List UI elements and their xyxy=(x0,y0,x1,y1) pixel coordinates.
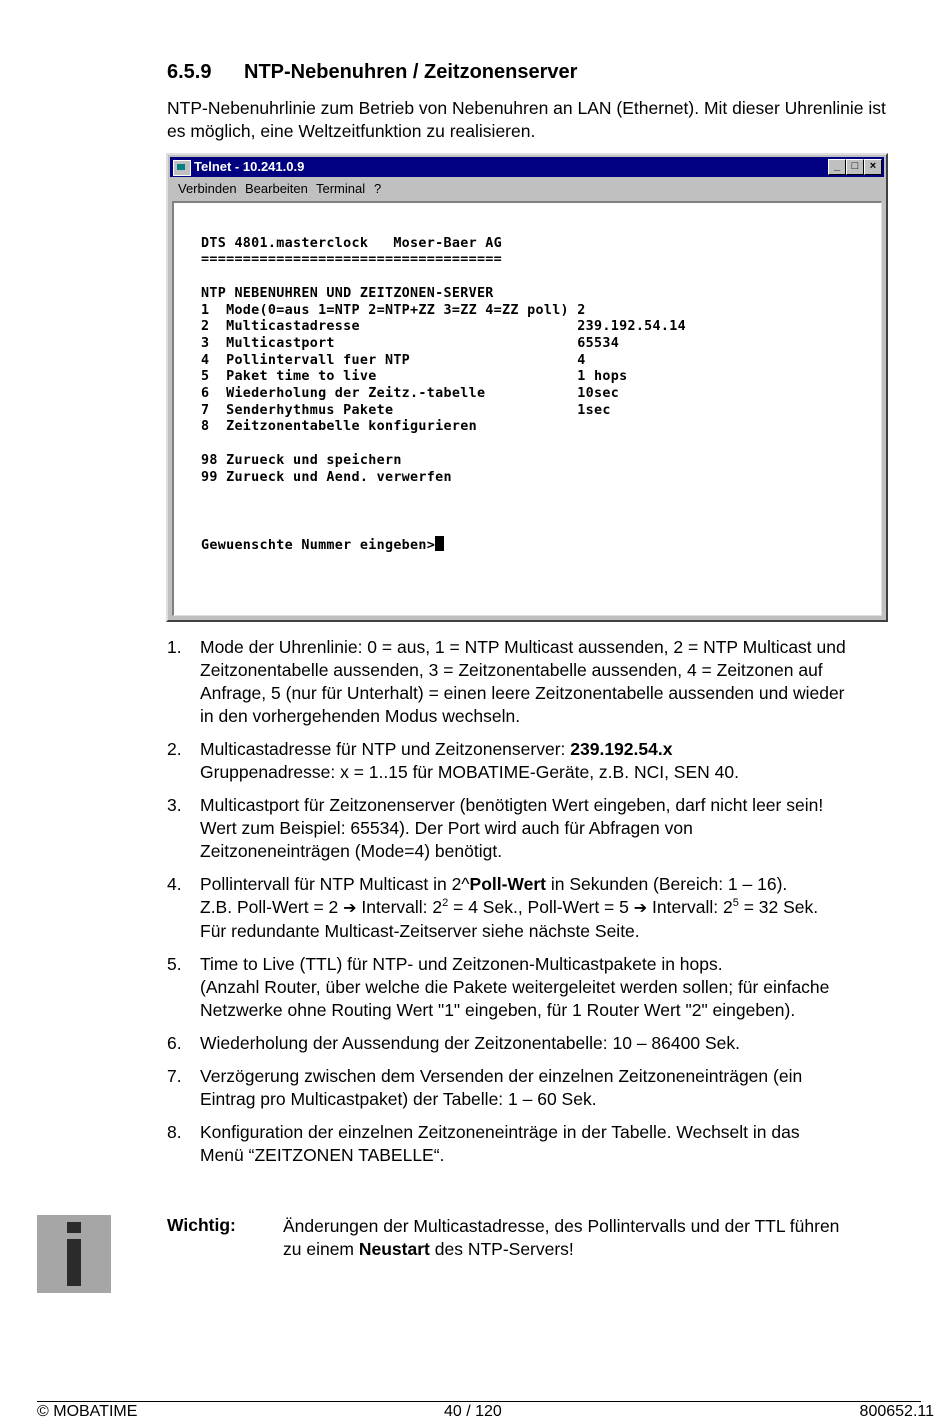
list-text-part: = 32 Sek. xyxy=(738,897,819,917)
list-text: Eintrag pro Multicastpaket) der Tabelle: 1 – 60 Sek. xyxy=(200,1089,597,1109)
list-text: Netzwerke ohne Routing Wert "1" eingeben, für 1 Router Wert "2" eingeben). xyxy=(200,1000,796,1020)
telnet-title: Telnet - 10.241.0.9 xyxy=(194,159,305,174)
section-number: 6.5.9 xyxy=(167,61,212,83)
list-item xyxy=(167,794,942,863)
list-item xyxy=(167,953,942,1022)
list-number: 8. xyxy=(167,1122,182,1142)
terminal-line: 4 Pollintervall fuer NTP 4 xyxy=(201,352,586,368)
note-text-part: zu einem xyxy=(283,1239,359,1259)
terminal-line: ==================================== xyxy=(201,252,503,268)
terminal-line: NTP NEBENUHREN UND ZEITZONEN-SERVER xyxy=(201,285,494,301)
list-text-part: Pollintervall für NTP Multicast in 2^ xyxy=(200,874,470,894)
terminal-cursor xyxy=(435,536,444,551)
list-number: 7. xyxy=(167,1066,182,1086)
terminal-output xyxy=(201,219,686,555)
list-item xyxy=(167,873,942,943)
list-text-part: Z.B. Poll-Wert = 2 xyxy=(200,897,344,917)
list-number: 2. xyxy=(167,739,182,759)
section-heading xyxy=(167,61,577,84)
list-text xyxy=(200,738,942,761)
note-emphasis: Neustart xyxy=(358,1239,430,1259)
list-item xyxy=(167,1121,942,1167)
list-text: Zeitzonentabelle aussenden, 3 = Zeitzonentabelle aussenden, 4 = Zeitzonen auf xyxy=(200,660,823,680)
terminal-line: 98 Zurueck und speichern xyxy=(201,452,402,468)
menu-verbinden[interactable]: Verbinden xyxy=(178,181,237,196)
menu-terminal[interactable]: Terminal xyxy=(316,181,366,196)
important-label: Wichtig: xyxy=(167,1215,236,1235)
note-line xyxy=(283,1238,933,1261)
list-text-part: Intervall: 2 xyxy=(356,897,443,917)
section-title: NTP-Nebenuhren / Zeitzonenserver xyxy=(244,61,578,83)
list-text: Wert zum Beispiel: 65534). Der Port wird auch für Abfragen von xyxy=(200,818,693,838)
list-text-part: = 4 Sek., Poll-Wert = 5 xyxy=(448,897,634,917)
poll-value-term: Poll-Wert xyxy=(469,874,547,894)
footer-copyright: © MOBATIME xyxy=(37,1403,138,1420)
note-line: Änderungen der Multicastadresse, des Pollintervalls und der TTL führen xyxy=(283,1216,840,1236)
list-text: Konfiguration der einzelnen Zeitzoneneinträge in der Tabelle. Wechselt in das xyxy=(200,1122,800,1142)
list-number: 5. xyxy=(167,954,182,974)
terminal-line: DTS 4801.masterclock Moser-Baer AG xyxy=(201,235,503,251)
terminal-line: 1 Mode(0=aus 1=NTP 2=NTP+ZZ 3=ZZ 4=ZZ poll) 2 xyxy=(201,302,586,318)
terminal-screen[interactable] xyxy=(172,201,882,616)
list-number: 6. xyxy=(167,1033,182,1053)
important-text xyxy=(283,1215,933,1261)
list-text: Für redundante Multicast-Zeitserver siehe nächste Seite. xyxy=(200,921,640,941)
arrow-right-icon: ➔ xyxy=(633,900,648,917)
list-number: 4. xyxy=(167,874,182,894)
maximize-button[interactable]: □ xyxy=(846,159,864,175)
list-text: Multicastport für Zeitzonenserver (benötigten Wert eingeben, darf nicht leer sein! xyxy=(200,795,824,815)
document-number: 800652.11 xyxy=(859,1403,934,1420)
intro-paragraph: NTP-Nebenuhrlinie zum Betrieb von Nebenuhren an LAN (Ethernet). Mit dieser Uhrenlinie ist es möglich, eine Weltzeitfunktion zu realisieren. xyxy=(167,98,886,141)
list-item xyxy=(167,738,942,784)
terminal-prompt: Gewuenschte Nummer eingeben> xyxy=(201,538,436,554)
page-number: 40 / 120 xyxy=(444,1403,502,1420)
list-text: (Anzahl Router, über welche die Pakete weitergeleitet werden sollen; für einfache xyxy=(200,977,830,997)
list-text-part: in Sekunden (Bereich: 1 – 16). xyxy=(546,874,788,894)
list-text-part: Multicastadresse für NTP und Zeitzonenserver: xyxy=(200,739,571,759)
list-text xyxy=(200,873,942,896)
list-text xyxy=(200,896,942,920)
arrow-right-icon: ➔ xyxy=(343,900,357,917)
menu-help[interactable]: ? xyxy=(374,181,382,196)
info-icon xyxy=(37,1215,111,1293)
telnet-app-icon xyxy=(173,160,191,176)
list-text: Zeitzoneneinträgen (Mode=4) benötigt. xyxy=(200,841,503,861)
terminal-line: 6 Wiederholung der Zeitz.-tabelle 10sec xyxy=(201,386,620,402)
note-text-part: des NTP-Servers! xyxy=(429,1239,574,1259)
exponent: 2 xyxy=(442,897,449,909)
list-text: Wiederholung der Aussendung der Zeitzonentabelle: 10 – 86400 Sek. xyxy=(200,1033,740,1053)
exponent: 5 xyxy=(732,897,739,909)
list-text: Menü “ZEITZONEN TABELLE“. xyxy=(200,1145,445,1165)
list-number: 1. xyxy=(167,637,182,657)
list-text: Gruppenadresse: x = 1..15 für MOBATIME-Geräte, z.B. NCI, SEN 40. xyxy=(200,762,739,782)
list-text: Anfrage, 5 (nur für Unterhalt) = einen leere Zeitzonentabelle aussenden und wieder xyxy=(200,683,845,703)
minimize-button[interactable]: _ xyxy=(828,159,846,175)
list-item xyxy=(167,1032,942,1055)
telnet-window xyxy=(166,153,888,622)
telnet-menubar xyxy=(170,179,884,199)
list-text: Verzögerung zwischen dem Versenden der einzelnen Zeitzoneneinträgen (ein xyxy=(200,1066,803,1086)
multicast-address: 239.192.54.x xyxy=(570,739,673,759)
list-text: Time to Live (TTL) für NTP- und Zeitzonen-Multicastpakete in hops. xyxy=(200,954,723,974)
terminal-line: 2 Multicastadresse 239.192.54.14 xyxy=(201,319,686,335)
list-number: 3. xyxy=(167,795,182,815)
terminal-line: 99 Zurueck und Aend. verwerfen xyxy=(201,469,452,485)
menu-bearbeiten[interactable]: Bearbeiten xyxy=(245,181,308,196)
list-text: Mode der Uhrenlinie: 0 = aus, 1 = NTP Multicast aussenden, 2 = NTP Multicast und xyxy=(200,637,846,657)
footer-divider xyxy=(37,1401,921,1402)
telnet-titlebar xyxy=(170,157,884,177)
close-button[interactable]: × xyxy=(864,159,882,175)
terminal-line: 7 Senderhythmus Pakete 1sec xyxy=(201,402,611,418)
settings-description-list xyxy=(167,636,942,1177)
list-text: in den vorhergehenden Modus wechseln. xyxy=(200,706,521,726)
list-item xyxy=(167,636,942,728)
list-item xyxy=(167,1065,942,1111)
list-text-part: Intervall: 2 xyxy=(647,897,733,917)
terminal-line: 8 Zeitzonentabelle konfigurieren xyxy=(201,419,477,435)
terminal-line: 5 Paket time to live 1 hops xyxy=(201,369,628,385)
terminal-line: 3 Multicastport 65534 xyxy=(201,335,620,351)
